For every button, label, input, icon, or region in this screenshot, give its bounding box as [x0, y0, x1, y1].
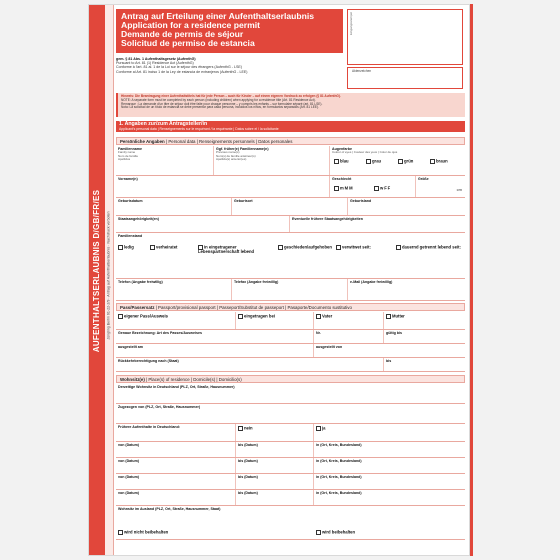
family-name-sub: Family name Nom de famille Apellidos [118, 150, 139, 161]
return-until-field[interactable] [384, 358, 465, 371]
stay-row-2 [116, 458, 465, 474]
section-1-subtitle: Applicant's personal data | Renseignements sur le requérant / la requérante | Datos sobre el / la solicitante [119, 126, 279, 131]
nationality-label: Staatsangehörigkeit(en) [118, 217, 159, 221]
residence-translations: | Place(s) of residence | Domicile(s) | Domicilio(s) [146, 377, 242, 382]
marital-widowed[interactable]: verwitwet seit: [336, 245, 392, 250]
birth-date-field[interactable] [116, 198, 232, 215]
checkbox-icon [118, 245, 123, 250]
stay-until-field[interactable]: bis (Datum) [236, 458, 314, 473]
checkbox-icon [316, 314, 321, 319]
birth-date-label: Geburtsdatum [118, 199, 143, 203]
current-residence-field[interactable] [116, 384, 465, 403]
nationality-field[interactable] [116, 216, 290, 232]
marital-married[interactable]: verheiratet [150, 245, 194, 250]
title-es: Solicitud de permiso de estancia [121, 38, 255, 49]
mother-option[interactable]: Mutter [384, 312, 465, 329]
return-until-label: bis [386, 359, 392, 363]
margin-print-text: Jüngling Berlin 61-22-2/9 · Antrag auf Aufenthaltserlaubnis · Nachdruck verboten [106, 211, 111, 340]
previous-nationality-label: Eventuelle frühere Staatsangehörigkeiten [292, 217, 363, 221]
stay-place-field[interactable]: in (Ort, Kreis, Bundesland) [316, 459, 362, 463]
checkbox-icon [316, 530, 321, 535]
checkbox-icon [430, 159, 435, 164]
marital-status-field [116, 233, 465, 278]
stay-place-field[interactable]: in (Ort, Kreis, Bundesland) [316, 475, 362, 479]
title-en: Application for a residence permit [121, 20, 260, 31]
legal-line-fr: Conforme à l'art. 81 al. 1 de la Loi sur le séjour des étrangers (AufenthG - LSE) [116, 65, 242, 70]
passport-number-label: Nr. [316, 331, 321, 335]
stay-until-field[interactable]: bis (Datum) [236, 442, 314, 457]
first-names-field[interactable] [116, 176, 330, 197]
personal-data-translations: | Personal data | Renseignements personnels | Datos personales [165, 139, 293, 144]
eye-colour-field [330, 146, 465, 175]
stay-from-field[interactable]: von (Datum) [116, 442, 236, 457]
current-residence-row [116, 384, 465, 404]
checkbox-icon [150, 245, 155, 250]
abroad-residence-field[interactable] [116, 506, 465, 539]
passport-type-row [116, 312, 465, 330]
passport-detail-row [116, 330, 465, 344]
family-name-field[interactable] [116, 146, 214, 175]
registered-with-option[interactable]: eingetragen bei [236, 312, 314, 329]
previous-stays-label: Frühere Aufenthalte in Deutschland: [118, 425, 180, 429]
title-fr: Demande de permis de séjour [121, 29, 244, 40]
stay-until-field[interactable]: bis (Datum) [236, 474, 314, 489]
return-right-row [116, 358, 465, 372]
legal-line-en: Pursuant to Art. 81 (1) Residence Act (AufenthG) [116, 61, 194, 66]
moved-from-row [116, 404, 465, 424]
file-number-label: Aktenzeichen [352, 69, 372, 73]
height-field[interactable] [416, 176, 465, 197]
stay-row-3 [116, 474, 465, 490]
application-form [88, 4, 470, 556]
checkbox-icon [334, 186, 339, 191]
retained-option[interactable]: wird beibehalten [316, 530, 355, 535]
previous-names-label: Ggf. früher(e) Familienname(n) [216, 147, 269, 151]
fax-field[interactable] [232, 279, 348, 300]
checkbox-icon [374, 186, 379, 191]
passport-kind-label: Genaue Bezeichnung: Art des Passes/Ausweises [118, 331, 202, 335]
phone-field[interactable] [116, 279, 232, 300]
eye-option-brown[interactable]: braun [430, 159, 448, 164]
passport-translations: | Passport/provisional passport | Passeport/Substitut de passeport | Pasaporte/Documento sustitutivo [155, 305, 352, 310]
abroad-residence-row [116, 506, 465, 540]
notice-en: NOTE: A separate form must be completed by each person (including children) when applying for a residence title (Art. 81 Residence Act). [121, 97, 316, 102]
checkbox-icon [238, 426, 243, 431]
section-1-title: Angaben zur/zum Antragsteller/in [124, 121, 208, 127]
previous-stays-field [116, 424, 236, 441]
marital-row [116, 233, 465, 279]
checkbox-icon [278, 245, 283, 250]
title-block [116, 9, 343, 53]
email-field[interactable] [348, 279, 465, 300]
marital-divorced[interactable]: geschieden/aufgehoben [278, 245, 332, 250]
nationality-row [116, 216, 465, 233]
section-1-number: 1. [119, 121, 124, 127]
checkbox-icon [336, 245, 341, 250]
stay-from-field[interactable]: von (Datum) [116, 458, 236, 473]
passport-kind-field[interactable] [116, 330, 314, 343]
stay-place-field[interactable]: in (Ort, Kreis, Bundesland) [316, 491, 362, 495]
sex-label: Geschlecht [332, 177, 352, 181]
checkbox-icon [386, 314, 391, 319]
not-retained-option[interactable]: wird nicht beibehalten [118, 530, 168, 535]
moved-from-field[interactable] [116, 404, 465, 423]
notice-de: Hinweis: Die Beantragung einer Aufenthaltstitels hat für jede Person – auch für Kinder – auf einem eigenen Vordruck zu erfolgen (§ 81 AufenthG). [121, 94, 341, 98]
previous-stays-no[interactable]: nein [236, 424, 314, 441]
birth-row [116, 198, 465, 216]
father-option[interactable]: Vater [314, 312, 384, 329]
previous-nationality-field[interactable] [290, 216, 465, 232]
passport-bar [116, 303, 465, 311]
previous-names-field[interactable] [214, 146, 330, 175]
stay-from-field[interactable]: von (Datum) [116, 490, 236, 505]
entry-stamp-label: Eingangsstempel [349, 12, 353, 36]
sex-option-female[interactable]: w F F [374, 186, 390, 191]
checkbox-icon [398, 159, 403, 164]
marital-single[interactable]: ledig [118, 245, 148, 250]
notice-fr: Remarque : La demande d'un titre de séjour doit être faite pour chaque personne – y compris les enfants – sur formulaire séparé (art. 81 LSE). [121, 101, 323, 106]
personal-data-label: Persönliche Angaben [120, 139, 165, 144]
eye-colour-label: Augenfarbe [332, 147, 352, 151]
contact-row [116, 279, 465, 301]
legal-line-es: Conforme al Art. 81 inciso 1 de la Ley de estancia de extranjeros (AufenthG - LEE) [116, 69, 248, 74]
eye-option-blue[interactable]: blau [334, 159, 349, 164]
eye-option-green[interactable]: grün [398, 159, 413, 164]
birth-place-label: Geburtsort [234, 199, 253, 203]
previous-names-sub: Previous name(s) Nom(s) de famille antérieur(s) Apellido(s) anterior(es) [216, 150, 256, 161]
moved-from-label: Zugezogen von (PLZ, Ort, Straße, Hausnummer) [118, 405, 201, 409]
sex-option-male[interactable]: m M M [334, 186, 353, 191]
checkbox-icon [316, 426, 321, 431]
abroad-residence-label: Wohnsitz im Ausland (PLZ, Ort, Straße, Hausnummer, Staat) [118, 507, 221, 511]
notice-box [116, 93, 465, 117]
issue-date-label: ausgestellt am [118, 345, 143, 349]
birth-country-label: Geburtsland [350, 199, 372, 203]
checkbox-icon [396, 245, 401, 250]
issued-by-field[interactable] [314, 344, 465, 357]
passport-issue-row [116, 344, 465, 358]
checkbox-icon [118, 314, 123, 319]
passport-valid-field[interactable] [384, 330, 465, 343]
marital-separated[interactable]: dauernd getrennt lebend seit: [396, 245, 462, 250]
own-passport-option[interactable]: eigener Pass/Ausweis [116, 312, 236, 329]
previous-stays-row [116, 424, 465, 442]
checkbox-icon [238, 314, 243, 319]
height-label: Größe [418, 177, 429, 181]
right-red-strip [470, 4, 473, 556]
notice-es: Nota: La solicitud de un título de estancia se debe presentar para cada persona, incluidos los niños, en formularios separados (Art. 81 LEE). [121, 105, 319, 110]
issued-by-label: ausgestellt von [316, 345, 343, 349]
sex-field [330, 176, 416, 197]
stay-row-1 [116, 442, 465, 458]
entry-stamp-box [347, 9, 463, 65]
family-name-label: Familienname [118, 147, 142, 151]
return-right-label: Rückkehrberechtigung nach (Staat) [118, 359, 179, 363]
residence-label: Wohnsitz(e) [120, 377, 145, 382]
checkbox-icon [334, 159, 339, 164]
stay-place-field[interactable]: in (Ort, Kreis, Bundesland) [316, 443, 362, 447]
phone-label: Telefon (Angabe freiwillig) [118, 280, 163, 284]
checkbox-icon [118, 530, 123, 535]
eye-colour-sub: Colour of eyes | Couleur des yeux | Color de ojos [332, 150, 398, 155]
names-row [116, 146, 465, 176]
checkbox-icon [366, 159, 371, 164]
first-names-label: Vorname(n) [118, 177, 138, 181]
legal-line-de: gem. § 81 Abs. 1 Aufenthaltsgesetz (AufenthG) [116, 57, 196, 61]
height-unit: cm [456, 187, 462, 192]
residence-bar [116, 375, 465, 383]
legal-basis [116, 57, 343, 74]
left-red-strip [89, 5, 105, 555]
fax-label: Telefax (Angabe freiwillig) [234, 280, 279, 284]
passport-valid-label: gültig bis [386, 331, 402, 335]
firstname-row [116, 176, 465, 198]
issue-date-field[interactable] [116, 344, 314, 357]
stay-until-field[interactable]: bis (Datum) [236, 490, 314, 505]
personal-data-bar [116, 137, 465, 145]
section-1-header [116, 121, 465, 132]
birth-place-field[interactable] [232, 198, 348, 215]
title-de: Antrag auf Erteilung einer Aufenthaltserlaubnis [121, 11, 315, 21]
margin-strip [105, 5, 114, 555]
stay-from-field[interactable]: von (Datum) [116, 474, 236, 489]
marital-partnership[interactable]: in eingetragener Lebenspartnerschaft lebend [198, 244, 255, 254]
marital-status-label: Familienstand [118, 234, 143, 238]
birth-country-field[interactable] [348, 198, 465, 215]
email-label: e-Mail (Angabe freiwillig) [350, 280, 393, 284]
passport-label: Pass/Passersatz [120, 305, 155, 310]
file-number-box[interactable] [347, 67, 463, 89]
strip-title: AUFENTHALTSERLAUBNIS D/GB/FR/ES [92, 189, 101, 353]
eye-option-grey[interactable]: grau [366, 159, 381, 164]
stay-row-4 [116, 490, 465, 506]
previous-stays-yes[interactable]: ja [314, 424, 465, 441]
passport-number-field[interactable] [314, 330, 384, 343]
return-right-field[interactable] [116, 358, 384, 371]
current-residence-label: Derzeitige Wohnsitz in Deutschland (PLZ, Ort, Straße, Hausnummer) [118, 385, 235, 389]
